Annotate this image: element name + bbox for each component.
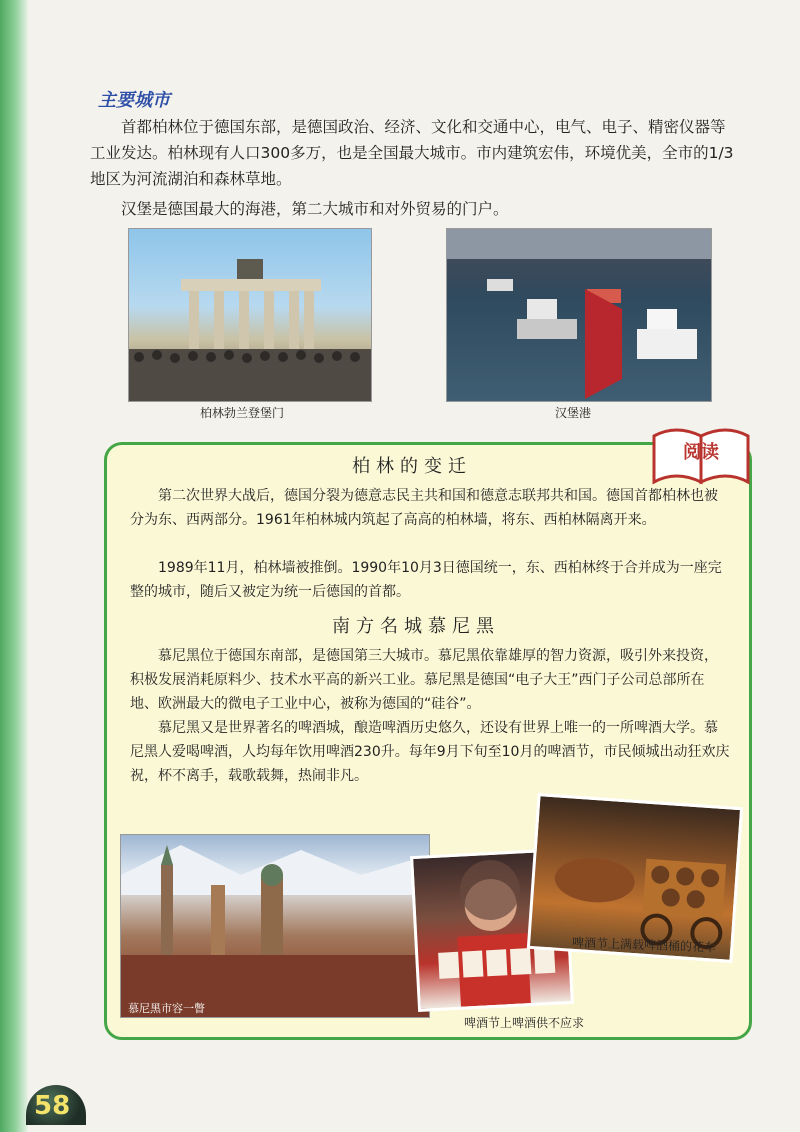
reading-paragraph-2: 1989年11月，柏林墙被推倒。1990年10月3日德国统一，东、西柏林终于合并成为一座完整的城市，随后又被定为统一后德国的首都。: [130, 560, 722, 600]
berlin-photo: [128, 228, 372, 402]
carriage-caption: 啤酒节上满载啤酒桶的花车: [571, 935, 717, 955]
reading-paragraph-4: 慕尼黑又是世界著名的啤酒城，酿造啤酒历史悠久，还设有世界上唯一的一所啤酒大学。慕尼黑人爱喝啤酒，人均每年饮用啤酒230升。每年9月下旬至10月的啤酒节，市民倾城出动狂欢庆祝，杯不离手，载歌载舞，热闹非凡。: [130, 720, 730, 784]
reading-paragraph-3: 慕尼黑位于德国东南部，是德国第三大城市。慕尼黑依靠雄厚的智力资源，吸引外来投资，积极发展消耗原料少、技术水平高的新兴工业。慕尼黑是德国“电子大王”西门子公司总部所在地、欧洲最大的微电子工业中心，被称为德国的“硅谷”。: [130, 648, 718, 712]
section-title: 主要城市: [98, 90, 170, 111]
page-number: 58: [34, 1091, 71, 1121]
woman-caption: 啤酒节上啤酒供不应求: [464, 1016, 585, 1030]
berlin-caption: 柏林勃兰登堡门: [200, 406, 285, 420]
reading-title-berlin: 柏林的变迁: [352, 456, 472, 477]
reading-badge-label: 阅读: [683, 442, 719, 463]
page-edge-strip: [0, 0, 28, 1132]
hamburg-photo: [446, 228, 712, 402]
hamburg-caption: 汉堡港: [555, 406, 592, 420]
reading-title-munich: 南方名城慕尼黑: [332, 616, 500, 637]
page-number-badge: [26, 1085, 86, 1125]
paragraph-hamburg: 汉堡是德国最大的海港，第二大城市和对外贸易的门户。: [121, 200, 509, 218]
open-book-icon: [646, 418, 756, 488]
munich-cityscape-photo: [120, 834, 430, 1018]
munich-caption: 慕尼黑市容一瞥: [128, 1002, 205, 1015]
reading-paragraph-1: 第二次世界大战后，德国分裂为德意志民主共和国和德意志联邦共和国。德国首都柏林也被分为东、西两部分。1961年柏林城内筑起了高高的柏林墙，将东、西柏林隔离开来。: [130, 488, 718, 528]
paragraph-berlin: 首都柏林位于德国东部，是德国政治、经济、文化和交通中心，电气、电子、精密仪器等工业发达。柏林现有人口300多万，也是全国最大城市。市内建筑宏伟，环境优美，全市的1/3地区为河流湖泊和森林草地。: [90, 118, 734, 188]
